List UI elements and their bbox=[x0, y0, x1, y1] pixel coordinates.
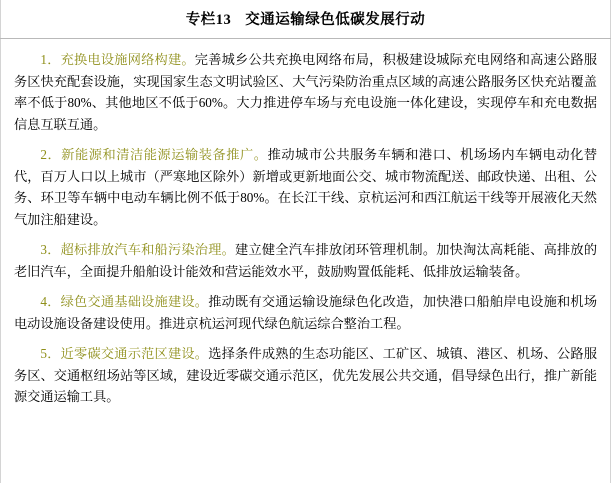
document-body bbox=[0, 39, 611, 408]
title-name: 交通运输绿色低碳发展行动 bbox=[245, 12, 426, 28]
paragraph-5-lead: 5．近零碳交通示范区建设。 bbox=[40, 346, 209, 361]
page-left-edge bbox=[0, 0, 1, 483]
paragraph-3 bbox=[14, 239, 597, 282]
paragraph-1 bbox=[14, 49, 597, 135]
paragraph-5-text: 选择条件成熟的生态功能区、工矿区、城镇、港区、机场、公路服务区、交通枢纽场站等区域，建设近零碳交通示范区，优先发展公共交通，倡导绿色出行，推广新能源交通运输工具。 bbox=[14, 346, 598, 404]
paragraph-4 bbox=[14, 291, 597, 334]
page-title bbox=[186, 12, 426, 28]
paragraph-1-text: 完善城乡公共充换电网络布局，积极建设城际充电网络和高速公路服务区快充配套设施，实现国家生态文明试验区、大气污染防治重点区域的高速公路服务区快充站覆盖率不低于80%、其他地区不低于60%。大力推进停车场与充电设施一体化建设，实现停车和充电数据信息互联互通。 bbox=[14, 52, 598, 132]
paragraph-3-text: 建立健全汽车排放闭环管理机制。加快淘汰高耗能、高排放的老旧汽车，全面提升船舶设计能效和营运能效水平，鼓励购置低能耗、低排放运输装备。 bbox=[14, 242, 598, 279]
paragraph-3-lead: 3．超标排放汽车和船污染治理。 bbox=[40, 242, 236, 257]
paragraph-5 bbox=[14, 343, 597, 408]
document-title-bar bbox=[0, 0, 611, 39]
title-label: 专栏13 bbox=[185, 12, 232, 28]
paragraph-4-text: 推动既有交通运输设施绿色化改造，加快港口船舶岸电设施和机场电动设施设备建设使用。推进京杭运河现代绿色航运综合整治工程。 bbox=[14, 294, 598, 331]
paragraph-4-lead: 4．绿色交通基础设施建设。 bbox=[40, 294, 209, 309]
paragraph-2 bbox=[14, 144, 597, 230]
paragraph-2-lead: 2．新能源和清洁能源运输装备推广。 bbox=[40, 147, 268, 162]
paragraph-2-text: 推动城市公共服务车辆和港口、机场场内车辆电动化替代，百万人口以上城市（严寒地区除外）新增或更新地面公交、城市物流配送、邮政快递、出租、公务、环卫等车辆中电动车辆比例不低于80%。在长江干线、京杭运河和西江航运干线等开展液化天然气加注船建设。 bbox=[14, 147, 598, 227]
paragraph-1-lead: 1．充换电设施网络构建。 bbox=[40, 52, 195, 67]
